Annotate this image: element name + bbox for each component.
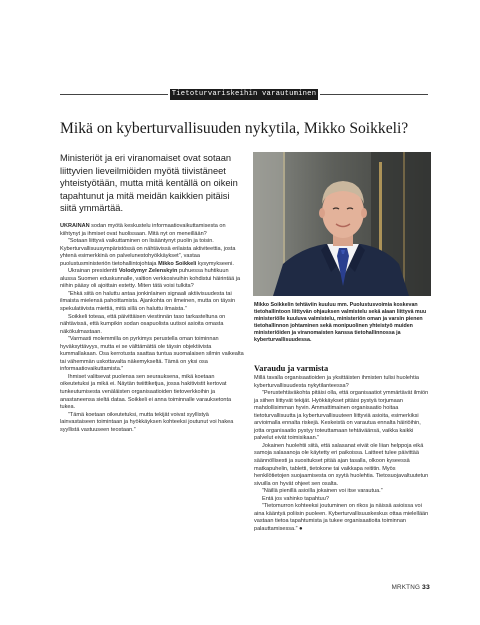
paragraph [254,503,430,533]
person-name: Volodymyr Zelenskyin [118,268,178,275]
section-subhead: Varaudu ja varmista [254,364,329,373]
paragraph-text: Ukrainan presidentti [68,268,119,275]
paragraph: Soikkeli toteaa, että päivittäisen viestinnän taso tarkasteltuna on nähtävissä, että kumpikin sodan osapuolista uutisoi asioita omasta näkökulmastaan. [60,313,226,335]
article-lead: Ministeriöt ja eri viranomaiset ovat sotaan liittyvien lieveilmiöiden myötä tiivistäneet yhteistyötään, mutta mitä kentällä on oikein tapahtunut ja mitä meidän kaikkien pitäisi siitä ymmärtää. [60,153,238,214]
paragraph: ”Varmasti molemmilla on pyrkimys perustella oman toiminnan hyväksyttävyys, mutta ei se välttämättä ole täysin objektiivista kummallakaan. Osa kerrotusta saattaa tuntua suomalaisen silmin vaikealta tai vähemmän uskottavalta näkemykseltä. Tämä on yksi osa informaatiovaikuttamista.” [60,336,244,373]
article-column-right [254,363,430,533]
article-column-left [60,223,244,434]
drop-word: UKRAINAN [60,223,90,229]
header-rule-left [60,94,168,95]
paragraph-text: ”Sotaan liittyvä vaikuttaminen on lisääntynyt puolin ja toisin. Kyberturvallisuusympäristössä on nähtävissä erilaista aktiviteettia, josta yhtenä esimerkkinä on palvelunestohyökkäykset”, vastaa puolustusministeriön tietohallintojohtaja [60,238,236,267]
paragraph: Jokainen huolehtii siitä, että salasanat eivät ole liian helppoja eikä samoja salasanoja ole käytetty eri paikoissa. Laitteet tulee päivittää säännöllisesti ja suositukset pitää ajan tasalla, olkoon kyseessä matkapuhelin, tabletti, tietokone tai vaikkapa reititin. Myös henkilötietojen suojaamisesta on syytä huolehtia. Tietosuojavaltuutetun sivuilla on hyvät ohjeet sen osalta. [254,442,429,487]
paragraph [60,238,244,268]
portrait-photo [253,152,431,296]
paragraph: Millä tavalla organisaatioiden ja yksittäisten ihmisten tulisi huolehtia kyberturvallisuudesta nykytilanteessa? [254,375,419,389]
paragraph: ”Ehkä siitä on haluttu antaa jonkinlainen signaali aktiivisuudesta tai ilmaista mielensä pahoittamista. Ajankohta on ilmeinen, mutta on täysin spekulatiivista miettiä, mitä sillä on haluttu ilmaista.” [60,290,236,313]
page-number: 33 [422,584,430,591]
paragraph: Ihmiset valitsevat puolensa sen seurauksena, mikä koetaan oikeutetuksi ja mikä ei. Näytän twiittiketjua, jossa hakitivistit kertovat tunkeutumisesta venäläisten organisaatioiden tietoverkkoihin ja anastaneensa sieltä dataa. Soikkeli ei anna toiminnalle varauksetonta tukea. [60,373,232,411]
header-rule-right [320,94,428,95]
person-name: Mikko Soikkeli [158,260,197,267]
paragraph [60,223,244,238]
section-tag: Tietoturvariskeihin varautuminen [171,90,317,98]
publication-name: MRKTNG [391,584,421,591]
end-mark: ● [299,525,303,532]
paragraph: ”Perustehtäväkohta pitäisi olla, että organisaatiot ymmärtävät ilmiön ja siihen liittyvät tekijät. Hyökkäykset pitäisi pystyä torjumaan mahdollisimman hyvin. Ammattimainen organisaatio hoitaa tietoturvallisuutta ja kyberturvallisuuteen liittyviä asioita, esimerkiksi arvioimalla ennalta riskejä. Keskeistä on varautua ennalta häiriöihin, jotta organisaatio pystyy toteuttamaan tehtäväänsä, vaikka kaikki palvelut eivät toimisikaan.” [254,390,429,442]
paragraph [60,268,244,291]
paragraph-text: sodan myötä keskustelu informaatiovaikuttamisesta on kiihtynyt ja ihmiset ovat huolissaan. Mitä nyt on meneillään? [60,223,226,237]
paragraph-text: puhuessa huhtikuun alussa Suomen eduskunnalle, valtion verkkosivuihin kohdistui häirintää ja niihin pääsy oli ajoittain estetty. Miten tätä voisi tulkita? [60,268,241,290]
paragraph: ”Näillä pienillä asioilla jokainen voi itse varautua.” [262,488,383,495]
article-headline: Mikä on kyberturvallisuuden nykytila, Mikko Soikkeli? [60,120,409,137]
portrait-illustration [253,152,431,296]
paragraph-text: kysymykseeni. [196,260,234,267]
paragraph: Entä jos vahinko tapahtuu? [262,495,329,502]
paragraph: ”Tämä koetaan oikeutetuksi, mutta tekijät voivat syyllistyä lainvastaiseen toimintaan ja hyökkäyksen kohteeksi joutunut voi hakea syyllistä vastuuseen teostaan.” [60,411,234,433]
paragraph-text: ”Tietomurron kohteeksi joutuminen on rikos ja näissä asioissa voi aina kääntyä poliisin puoleen. Kyberturvallisuuskeskus ottaa mielellään vastaan tietoa tapahtumista ja tukee organisaatioita toiminnan palauttamisessa.” [254,503,429,532]
photo-caption: Mikko Soikkelin tehtäviin kuuluu mm. Puolustusvoimia koskevan tietohallintoon liittyvän ohjauksen valmistelu sekä alaan liittyvä muu ministeriölle kuuluva valmistelu, ministeriön oman ja varsin pienen tietohallinnon johtaminen sekä monipuolinen yhteistyö muiden ministeriöiden ja viranomaisten kanssa tietohallinnossa ja kyberturvallisuudessa. [254,302,427,344]
page-footer [378,584,430,591]
